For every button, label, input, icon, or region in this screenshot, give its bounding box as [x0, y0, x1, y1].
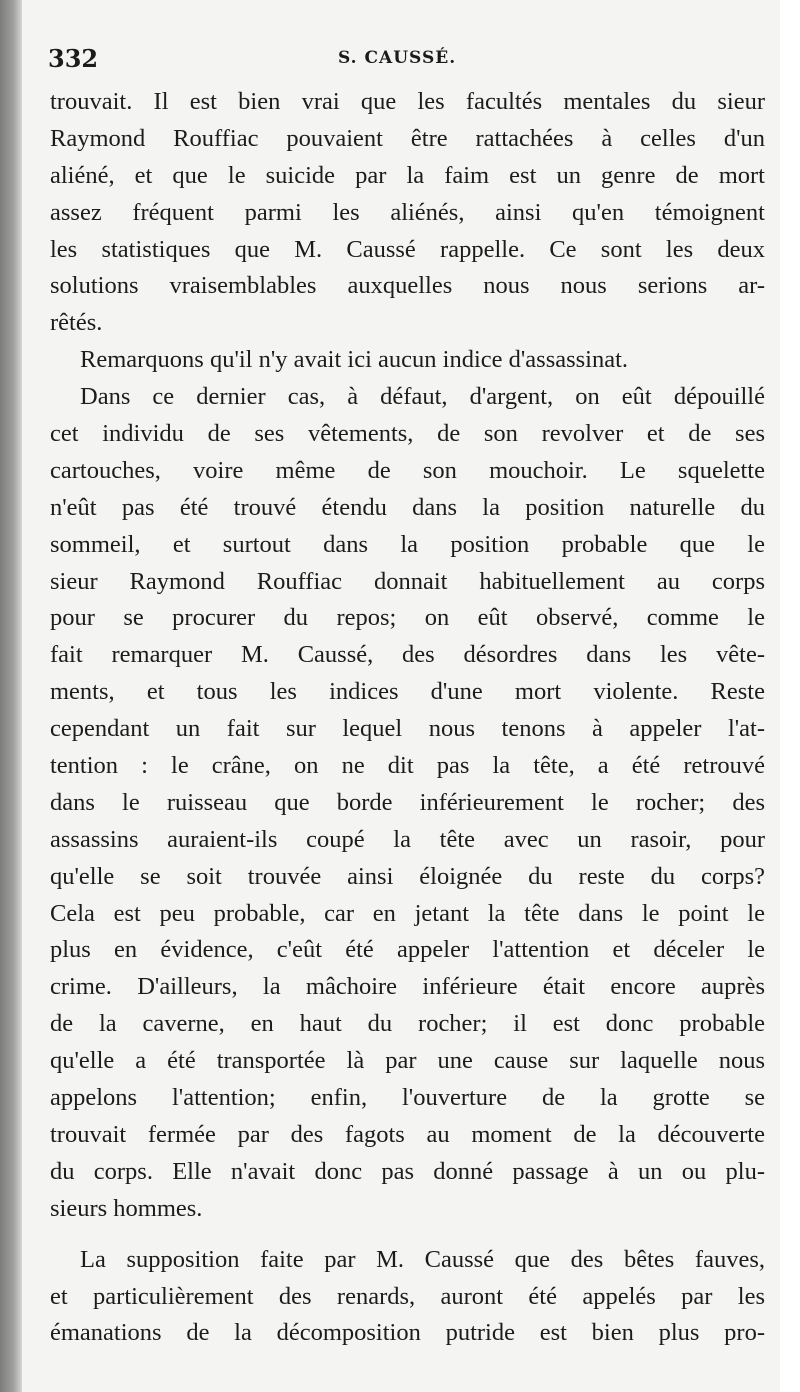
- text-line: sommeil, et surtout dans la position probable que le: [50, 530, 765, 558]
- paragraph: [50, 379, 765, 1227]
- text-line: assassins auraient-ils coupé la tête avec un rasoir, pour: [50, 825, 765, 853]
- text-line: aliéné, et que le suicide par la faim est un genre de mort: [50, 161, 765, 189]
- text-line: n'eût pas été trouvé étendu dans la position naturelle du: [50, 493, 765, 521]
- text-line: trouvait fermée par des fagots au moment de la découverte: [50, 1120, 765, 1148]
- text-line: crime. D'ailleurs, la mâchoire inférieure était encore auprès: [50, 973, 765, 1001]
- text-line: trouvait. Il est bien vrai que les facultés mentales du sieur: [50, 88, 765, 115]
- text-line: cartouches, voire même de son mouchoir. Le squelette: [50, 456, 765, 484]
- text-line: Raymond Rouffiac pouvaient être rattachées à celles d'un: [50, 124, 765, 152]
- text-line: qu'elle se soit trouvée ainsi éloignée du reste du corps?: [50, 862, 765, 890]
- text-line: cet individu de ses vêtements, de son revolver et de ses: [50, 420, 765, 448]
- text-line: Dans ce dernier cas, à défaut, d'argent, on eût dépouillé: [80, 383, 765, 411]
- text-line: émanations de la décomposition putride est bien plus pro-: [50, 1319, 765, 1347]
- text-line: plus en évidence, c'eût été appeler l'attention et déceler le: [50, 936, 765, 964]
- text-line: les statistiques que M. Caussé rappelle. Ce sont les deux: [50, 235, 765, 263]
- page-header: [48, 44, 748, 76]
- paragraph: [50, 342, 765, 379]
- text-line: Cela est peu probable, car en jetant la tête dans le point le: [50, 899, 765, 927]
- text-line: de la caverne, en haut du rocher; il est donc probable: [50, 1010, 765, 1038]
- page-number: 332: [48, 44, 99, 73]
- text-line: La supposition faite par M. Caussé que des bêtes fauves,: [80, 1245, 765, 1273]
- text-line: et particulièrement des renards, auront été appelés par les: [50, 1282, 765, 1310]
- text-line: sieur Raymond Rouffiac donnait habituellement au corps: [50, 567, 765, 595]
- text-line: du corps. Elle n'avait donc pas donné passage à un ou plu-: [50, 1157, 765, 1185]
- text-line: ments, et tous les indices d'une mort violente. Reste: [50, 678, 765, 706]
- text-line: rêtés.: [50, 309, 103, 337]
- text-line: pour se procurer du repos; on eût observé, comme le: [50, 604, 765, 632]
- body-text: [50, 84, 765, 1352]
- text-line: cependant un fait sur lequel nous tenons à appeler l'at-: [50, 715, 765, 743]
- text-line: qu'elle a été transportée là par une cause sur laquelle nous: [50, 1047, 765, 1075]
- text-line: appelons l'attention; enfin, l'ouverture de la grotte se: [50, 1084, 765, 1112]
- text-line: Remarquons qu'il n'y avait ici aucun indice d'assassinat.: [80, 346, 629, 374]
- page-binding-edge: [0, 0, 22, 1392]
- text-line: assez fréquent parmi les aliénés, ainsi qu'en témoignent: [50, 198, 765, 226]
- text-line: solutions vraisemblables auxquelles nous nous serions ar-: [50, 272, 765, 300]
- text-line: fait remarquer M. Caussé, des désordres dans les vête-: [50, 641, 765, 669]
- paragraph: [50, 84, 765, 342]
- running-head: S. CAUSSÉ.: [338, 48, 457, 68]
- text-line: tention : le crâne, on ne dit pas la tête, a été retrouvé: [50, 752, 765, 780]
- text-line: sieurs hommes.: [50, 1194, 203, 1222]
- text-line: dans le ruisseau que borde inférieurement le rocher; des: [50, 788, 765, 816]
- paragraph: [50, 1242, 765, 1353]
